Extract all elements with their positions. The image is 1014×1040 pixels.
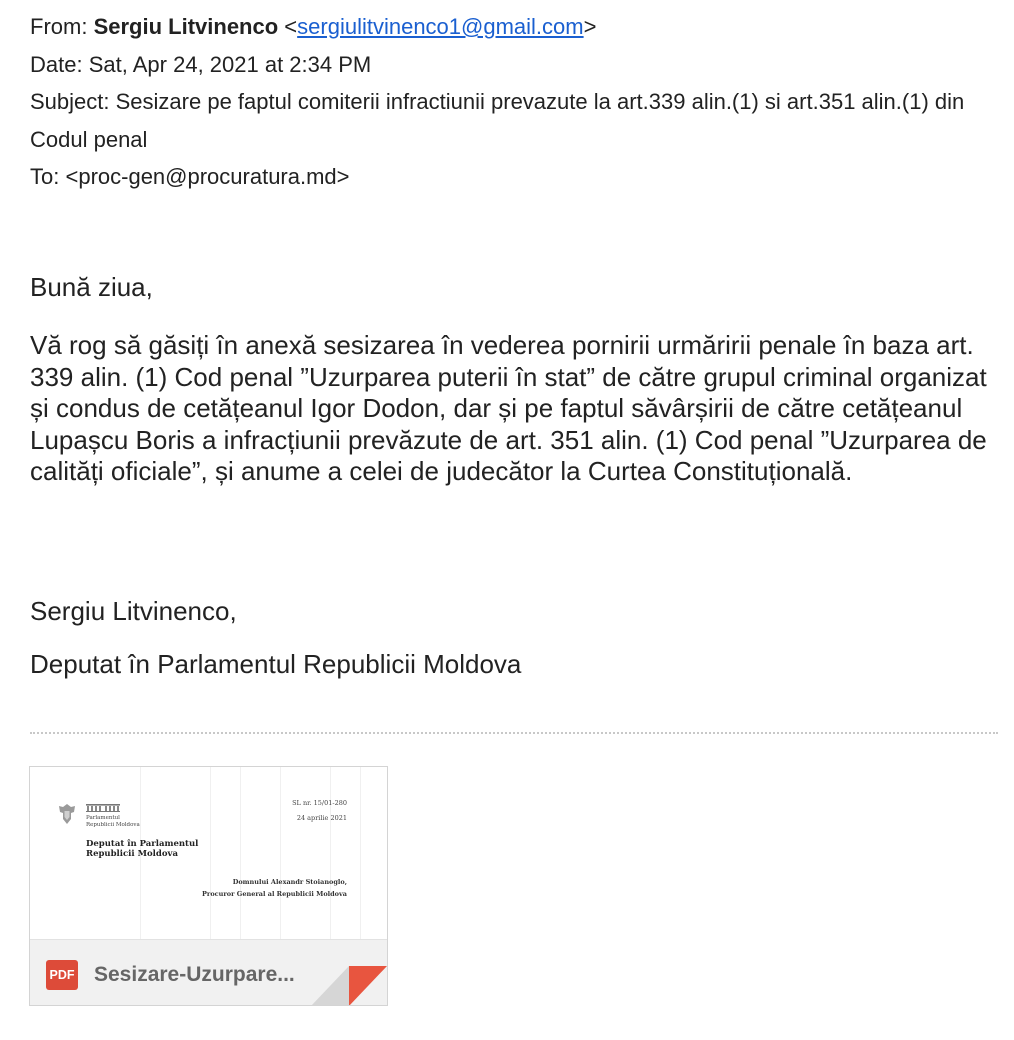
greeting: Bună ziua,: [30, 272, 153, 302]
preview-guide-line: [360, 767, 361, 939]
subject-value: Sesizare pe faptul comiterii infractiunii prevazute la art.339 alin.(1) si art.351 alin.(1) din Codul penal: [30, 89, 965, 152]
date-row: [30, 46, 990, 84]
preview-ref-date: 24 aprilie 2021: [296, 814, 347, 822]
attachment-card[interactable]: [29, 766, 388, 1006]
preview-addressee-line: Procuror General al Republicii Moldova: [202, 890, 347, 898]
attachment-filename[interactable]: Sesizare-Uzurpare...: [94, 963, 295, 986]
email-open-bracket: <: [284, 14, 298, 39]
preview-addressee-line: Domnului Alexandr Stoianoglo,: [232, 878, 347, 886]
sender-email-link[interactable]: sergiulitvinenco1@gmail.com: [297, 14, 584, 39]
to-label: To:: [30, 164, 60, 189]
preview-sender-line: Deputat în Parlamentul: [86, 839, 199, 849]
attachments-divider: [30, 732, 998, 734]
message-body: Vă rog să găsiți în anexă sesizarea în vederea pornirii urmăririi penale în baza art. 339 alin. (1) Cod penal ”Uzurparea puterii în stat” de către grupul criminal organizat și condus de cetățeanul Igor Dodon, dar și pe faptul săvârșirii de către cetățeanul Lupașcu Boris a infracțiunii prevăzute de art. 351 alin. (1) Cod penal ”Uzurparea de calități oficiale”, și anume a celei de judecător la Curtea Constituțională.: [30, 330, 987, 486]
signature-name: Sergiu Litvinenco,: [30, 596, 237, 626]
sender-name: Sergiu Litvinenco: [93, 14, 279, 39]
subject-row: [30, 83, 990, 158]
pdf-icon: PDF: [46, 960, 78, 990]
subject-label: Subject:: [30, 89, 110, 114]
preview-guide-line: [240, 767, 241, 939]
from-row: [30, 8, 990, 46]
page-fold-icon: [311, 966, 387, 1006]
to-value: <proc-gen@procuratura.md>: [65, 164, 350, 189]
preview-guide-line: [330, 767, 331, 939]
preview-sender-line: Republicii Moldova: [86, 849, 178, 859]
email-close-bracket: >: [583, 14, 597, 39]
attachment-info-bar[interactable]: [30, 939, 387, 1006]
preview-guide-line: [210, 767, 211, 939]
preview-org-line: Parlamentul: [86, 815, 120, 821]
parliament-building-icon: [86, 804, 120, 812]
coat-of-arms-icon: [58, 803, 76, 825]
signature-title: Deputat în Parlamentul Republicii Moldova: [30, 649, 522, 679]
attachment-preview[interactable]: [30, 767, 387, 939]
date-value: Sat, Apr 24, 2021 at 2:34 PM: [88, 51, 372, 77]
preview-guide-line: [280, 767, 281, 939]
preview-ref-number: SL nr. 15/01-280: [292, 799, 347, 807]
to-row: [30, 158, 990, 196]
preview-org-line: Republicii Moldova: [86, 822, 140, 828]
from-label: From:: [30, 14, 88, 39]
date-label: Date:: [30, 51, 83, 77]
email-header: [30, 8, 990, 196]
